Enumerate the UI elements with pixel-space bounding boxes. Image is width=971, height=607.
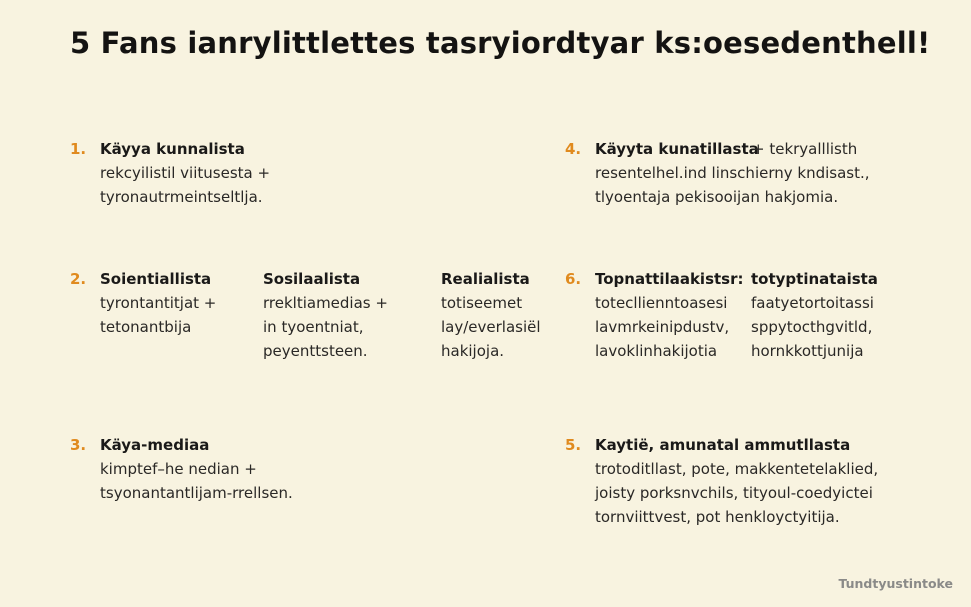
- item-2-col-3-line-3: hakijoja.: [441, 342, 505, 360]
- item-6-col-2-line-1: faatyetortoitassi: [751, 294, 874, 312]
- item-6-col-1-line-1: totecllienntoasesi: [595, 294, 728, 312]
- item-1-line-1: rekcyilistil viitusesta +: [100, 164, 271, 182]
- item-2-col-2-line-1: rrekltiamedias +: [263, 294, 388, 312]
- item-1-heading: Käyya kunnalista: [100, 140, 245, 158]
- item-6-col-1-line-3: lavoklinhakijotia: [595, 342, 718, 360]
- item-4-line-2: tlyoentaja pekisooijan hakjomia.: [595, 188, 839, 206]
- item-4-heading-suffix: + tekryalllisth: [752, 140, 858, 158]
- item-3-heading: Käya-mediaa: [100, 436, 210, 454]
- item-1-number: 1.: [70, 140, 87, 158]
- item-2-number: 2.: [70, 270, 87, 288]
- item-6-number: 6.: [565, 270, 582, 288]
- item-3-line-2: tsyonantantlijam-rrellsen.: [100, 484, 293, 502]
- item-2-col-2-heading: Sosilaalista: [263, 270, 361, 288]
- item-3-number: 3.: [70, 436, 87, 454]
- item-2-col-1-line-1: tyrontantitjat +: [100, 294, 217, 312]
- item-3-line-1: kimptef–he nedian +: [100, 460, 257, 478]
- item-5-line-3: tornviittvest, pot henkloyctyitija.: [595, 508, 840, 526]
- item-2-col-3-line-1: totiseemet: [441, 294, 523, 312]
- item-6-col-1-heading: Topnattilaakistsr:: [595, 270, 744, 288]
- item-5-number: 5.: [565, 436, 582, 454]
- item-6-col-1-line-2: lavmrkeinipdustv,: [595, 318, 730, 336]
- footer-watermark: Tundtyustintoke: [838, 576, 953, 591]
- item-6-col-2-line-2: sppytocthgvitld,: [751, 318, 873, 336]
- item-2-col-1-heading: Soientiallista: [100, 270, 212, 288]
- item-1-line-2: tyronautrmeintseltlja.: [100, 188, 263, 206]
- item-6-col-2-heading: totyptinataista: [751, 270, 878, 288]
- item-6-col-2-line-3: hornkkottjunija: [751, 342, 864, 360]
- item-2-col-3-heading: Realialista: [441, 270, 530, 288]
- item-5-line-2: joisty porksnvchils, tityoul-coedyictei: [595, 484, 873, 502]
- item-2-col-2-line-2: in tyoentniat,: [263, 318, 364, 336]
- item-5-line-1: trotoditllast, pote, makkentetelaklied,: [595, 460, 879, 478]
- item-4-line-1: resentelhel.ind linschierny kndisast.,: [595, 164, 870, 182]
- item-2-col-1-line-2: tetonantbija: [100, 318, 192, 336]
- item-4-heading: Käyyta kunatillasta: [595, 140, 759, 158]
- page-title: 5 Fans ianrylittlettes tasryiordtyar ks:oesedenthell!: [70, 26, 931, 60]
- item-2-col-2-line-3: peyenttsteen.: [263, 342, 368, 360]
- item-2-col-3-line-2: lay/everlasiël: [441, 318, 541, 336]
- item-5-heading: Kaytië, amunatal ammutllasta: [595, 436, 851, 454]
- item-4-number: 4.: [565, 140, 582, 158]
